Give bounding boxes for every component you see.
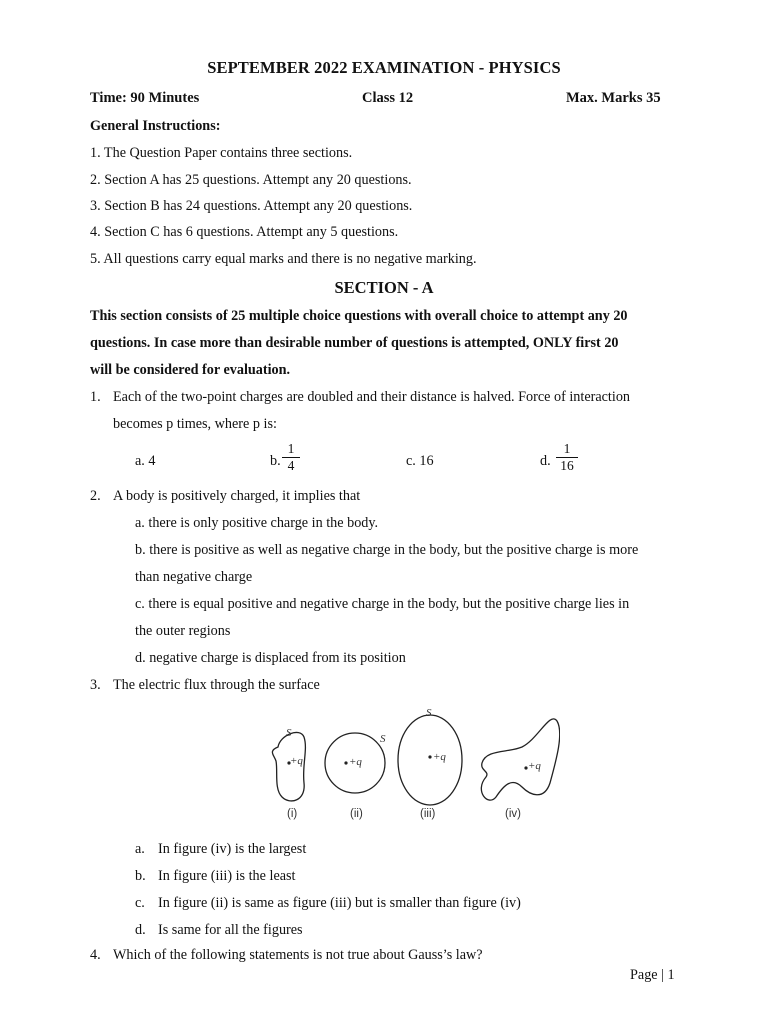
- fraction-denominator: 4: [287, 458, 295, 473]
- option-d: d. negative charge is displaced from its position: [135, 650, 406, 666]
- option-letter: d.: [135, 922, 146, 938]
- charge-dot: [428, 755, 431, 758]
- question-text: becomes p times, where p is:: [113, 416, 277, 432]
- figure-label-i: (i): [287, 808, 298, 820]
- charge-label-i: +q: [290, 755, 303, 767]
- instruction-item: 1. The Question Paper contains three sections.: [90, 145, 353, 161]
- question-text: Each of the two-point charges are doubled and their distance is halved. Force of interaction: [113, 389, 631, 405]
- section-description: questions. In case more than desirable number of questions is attempted, ONLY first 20: [90, 335, 619, 351]
- instruction-item: 5. All questions carry equal marks and there is no negative marking.: [90, 251, 477, 267]
- surface-label-i: S: [286, 727, 292, 739]
- option-b: b.: [270, 453, 281, 469]
- question-text: A body is positively charged, it implies that: [113, 488, 361, 504]
- section-description: will be considered for evaluation.: [90, 362, 291, 378]
- instructions-heading: General Instructions:: [90, 118, 221, 134]
- fraction-one-quarter: [280, 441, 302, 473]
- option-c: In figure (ii) is same as figure (iii) but is smaller than figure (iv): [158, 895, 521, 911]
- question-number: 4.: [90, 947, 101, 963]
- figure-label-iv: (iv): [505, 808, 521, 820]
- fraction-one-sixteenth: [554, 441, 580, 473]
- charge-label-ii: +q: [349, 756, 362, 768]
- exam-max-marks: Max. Marks 35: [566, 90, 661, 106]
- option-b: b. there is positive as well as negative charge in the body, but the positive charge is more: [135, 542, 639, 558]
- instruction-item: 4. Section C has 6 questions. Attempt any 5 questions.: [90, 224, 399, 240]
- exam-title: SEPTEMBER 2022 EXAMINATION - PHYSICS: [207, 58, 561, 77]
- question-number: 1.: [90, 389, 101, 405]
- surface-iv-shape: [481, 719, 559, 800]
- figure-label-iii: (iii): [420, 808, 436, 820]
- charge-dot: [344, 761, 347, 764]
- fraction-denominator: 16: [560, 458, 574, 473]
- question-text: Which of the following statements is not true about Gauss’s law?: [113, 947, 483, 963]
- question-number: 3.: [90, 677, 101, 693]
- option-d: Is same for all the figures: [158, 922, 303, 938]
- charge-label-iii: +q: [433, 751, 446, 763]
- charge-label-iv: +q: [528, 760, 541, 772]
- section-description: This section consists of 25 multiple choice questions with overall choice to attempt any 20: [90, 308, 628, 324]
- surface-iii-shape: [398, 715, 462, 805]
- option-letter: b.: [135, 868, 146, 884]
- fraction-numerator: 1: [287, 441, 295, 456]
- instruction-item: 3. Section B has 24 questions. Attempt any 20 questions.: [90, 198, 413, 214]
- section-heading: SECTION - A: [334, 278, 434, 297]
- question-text: The electric flux through the surface: [113, 677, 320, 693]
- fraction-numerator: 1: [563, 441, 571, 456]
- figure-label-ii: (ii): [350, 808, 363, 820]
- surface-label-ii: S: [380, 733, 386, 745]
- option-b-continued: than negative charge: [135, 569, 253, 585]
- page-number: Page | 1: [630, 967, 675, 983]
- surface-label-iii: S: [426, 707, 432, 719]
- option-a: a. there is only positive charge in the body.: [135, 515, 379, 531]
- exam-time: Time: 90 Minutes: [90, 90, 200, 106]
- instruction-item: 2. Section A has 25 questions. Attempt any 20 questions.: [90, 172, 412, 188]
- option-b: In figure (iii) is the least: [158, 868, 296, 884]
- option-letter: c.: [135, 895, 145, 911]
- option-c: c. there is equal positive and negative charge in the body, but the positive charge lies in: [135, 596, 630, 612]
- exam-class: Class 12: [362, 90, 414, 106]
- option-a: a. 4: [135, 453, 156, 469]
- option-d: d.: [540, 453, 551, 469]
- option-c: c. 16: [406, 453, 434, 469]
- option-letter: a.: [135, 841, 145, 857]
- question-number: 2.: [90, 488, 101, 504]
- option-c-continued: the outer regions: [135, 623, 231, 639]
- option-a: In figure (iv) is the largest: [158, 841, 307, 857]
